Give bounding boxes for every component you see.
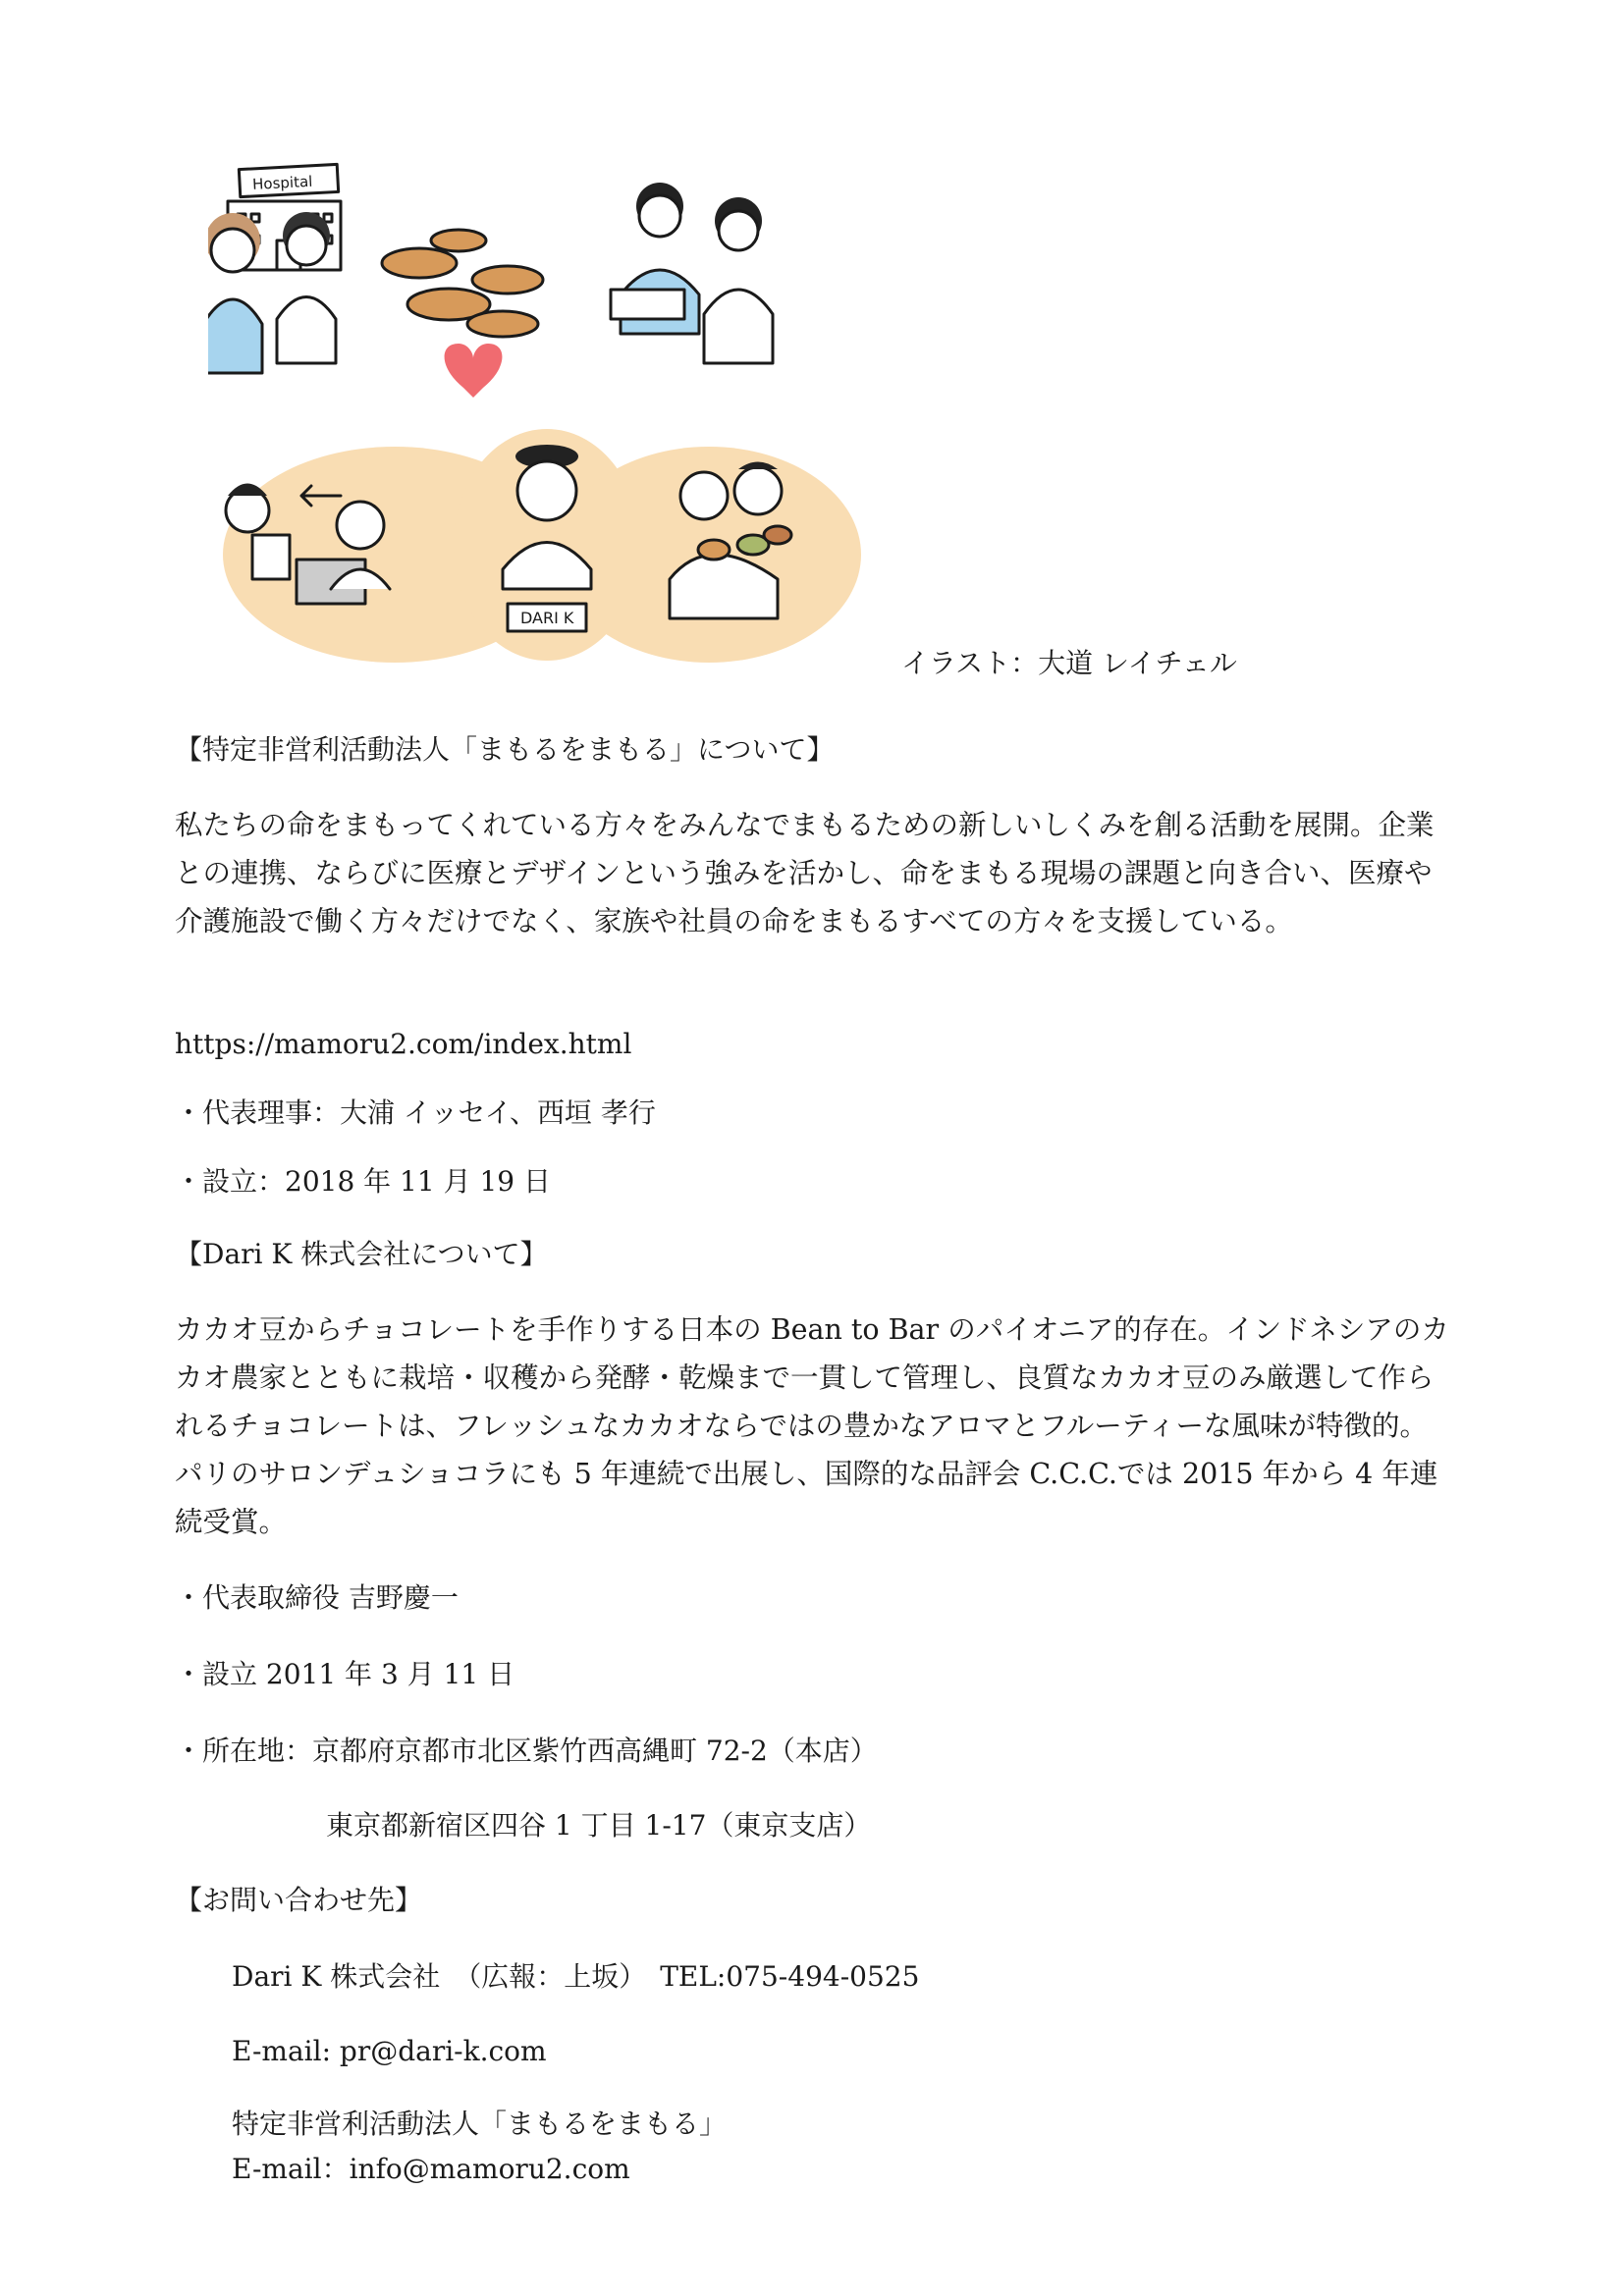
darik-badge-text: DARI K (520, 609, 574, 627)
company-address-branch: 東京都新宿区四谷 1 丁目 1-17（東京支店） (326, 1809, 872, 1842)
contact-npo-email[interactable]: E-mail：info@mamoru2.com (232, 2153, 630, 2185)
contact-company-email[interactable]: E-mail: pr@dari-k.com (232, 2035, 547, 2067)
npo-representative: ・代表理事：大浦 イッセイ、西垣 孝行 (175, 1096, 656, 1129)
contact-heading: 【お問い合わせ先】 (175, 1884, 423, 1916)
company-address-main: ・所在地：京都府京都市北区紫竹西高縄町 72-2（本店） (175, 1735, 878, 1767)
company-description: カカオ豆からチョコレートを手作りする日本の Bean to Bar のパイオニア的存在。インドネシアのカカオ農家とともに栽培・収穫から発酵・乾燥まで一貫して管理し、良質なカカオ豆のみ厳選して作られるチョコレートは、フレッシュなカカオならではの豊かなアロマとフルーティーな風味が特徴的。 パリのサロンデュショコラにも 5 年連続で出展し、国際的な品評会 C.C.C.では 2015 年から 4 年連続受賞。 (175, 1313, 1449, 1538)
illustration-caption: イラスト：大道 レイチェル (901, 647, 1237, 679)
company-heading: 【Dari K 株式会社について】 (175, 1238, 548, 1270)
contact-npo-name: 特定非営利活動法人「まもるをまもる」 (232, 2108, 728, 2140)
illustration (208, 157, 895, 667)
company-founded: ・設立 2011 年 3 月 11 日 (175, 1658, 515, 1690)
hospital-sign-text: Hospital (251, 172, 313, 193)
npo-heading: 【特定非営利活動法人「まもるをまもる」について】 (175, 733, 835, 766)
nurse-figures (208, 212, 336, 373)
npo-description: 私たちの命をまもってくれている方々をみんなでまもるための新しいしくみを創る活動を展開。企業との連携、ならびに医療とデザインという強みを活かし、命をまもる現場の課題と向き合い、医療や介護施設で働く方々だけでなく、家族や社員の命をまもるすべての方々を支援している。 (175, 809, 1435, 937)
npo-url[interactable]: https://mamoru2.com/index.html (175, 1028, 632, 1060)
npo-founded: ・設立：2018 年 11 月 19 日 (175, 1165, 552, 1198)
company-ceo: ・代表取締役 吉野慶一 (175, 1581, 459, 1614)
heart-icon (445, 344, 503, 398)
contact-company-line: Dari K 株式会社 （広報：上坂） TEL:075-494-0525 (232, 1960, 920, 1993)
bread-icon (382, 230, 543, 337)
staff-figures (611, 183, 773, 363)
